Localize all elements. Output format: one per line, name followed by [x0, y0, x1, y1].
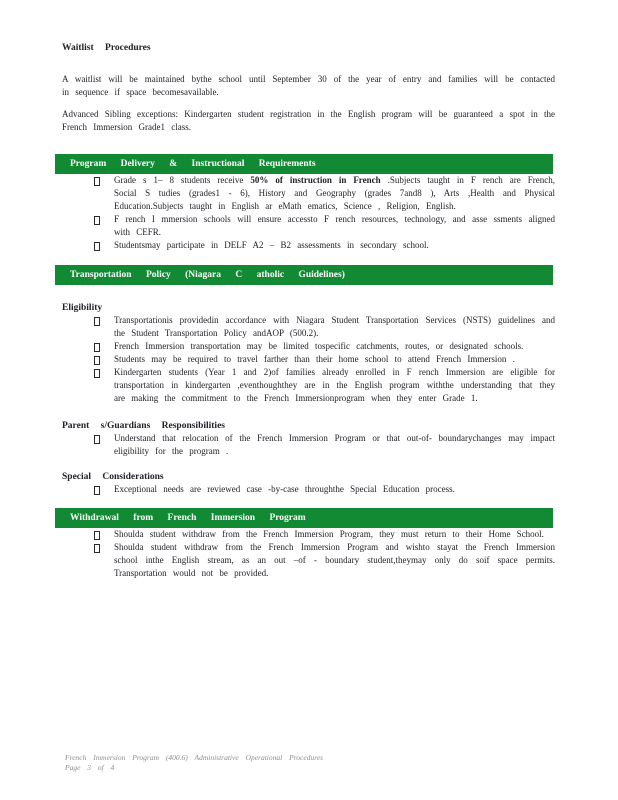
- footer-page-number: Page 3 of 4: [65, 763, 115, 772]
- list-item: [92, 353, 555, 366]
- bullet-square-icon: [94, 177, 100, 186]
- waitlist-paragraph-1: A waitlist will be maintained bythe school until September 30 of the year of entry and families will be contacted in sequence if space becomesavailable.: [62, 74, 555, 97]
- list-item: [92, 213, 555, 239]
- program-delivery-list: [62, 174, 555, 252]
- list-item-text: Understand that relocation of the French Immersion Program or that out-of- boundarychanges may impact eligibility for the program .: [114, 433, 555, 456]
- list-item-text: Kindergarten students (Year 1 and 2)of families already enrolled in F rench Immersion are eligible for transportation in kindergarten ,eventhoughthey are in the English program withthe understanding that they are making the commitment to the French Immersionprogram when they enter Grade 1.: [114, 367, 555, 403]
- heading-waitlist-procedures: Waitlist Procedures: [62, 43, 151, 53]
- bullet-square-icon: [94, 343, 100, 352]
- bullet-square-icon: [94, 216, 100, 225]
- special-considerations-list: [62, 483, 555, 496]
- bullet-square-icon: [94, 531, 100, 540]
- section-bar-program-delivery: Program Delivery & Instructional Requirements: [55, 154, 553, 174]
- bullet-square-icon: [94, 435, 100, 444]
- list-item-text: Shoulda student withdraw from the French Immersion Program, they must return to their Home School.: [114, 529, 544, 539]
- bullet-square-icon: [94, 544, 100, 553]
- list-item-text: Students may be required to travel farther than their home school to attend French Immersion .: [114, 354, 515, 364]
- list-item-bold-text: 50% of instruction in French: [250, 175, 381, 185]
- bullet-square-icon: [94, 242, 100, 251]
- waitlist-paragraph-2: Advanced Sibling exceptions: Kindergarten student registration in the English program will be guaranteed a spot in the French Immersion Grade1 class.: [62, 109, 555, 132]
- list-item-text: .Subjects taught in F rench are French, Social S tudies (grades1 - 6), History and Geography (grades 7and8 ), Arts ,Health and Physical Education.Subjects taught in English ar eMath ematics, Science , Religion, English.: [114, 175, 556, 211]
- parents-responsibilities-list: [62, 432, 555, 458]
- page-footer: [65, 753, 323, 773]
- heading-parents-guardians-responsibilities: Parent s/Guardians Responsibilities: [62, 421, 225, 431]
- list-item-text: Exceptional needs are reviewed case -by-case throughthe Special Education process.: [114, 484, 455, 494]
- bullet-square-icon: [94, 356, 100, 365]
- list-item-text: Studentsmay participate in DELF A2 – B2 assessments in secondary school.: [114, 240, 429, 250]
- heading-special-considerations: Special Considerations: [62, 472, 164, 482]
- footer-document-title: French Immersion Program (400.6) Administrative Operational Procedures: [65, 753, 324, 762]
- list-item-text: Transportationis providedin accordance with Niagara Student Transportation Services (NSTS) guidelines and the Student Transportation Policy andAOP (500.2).: [114, 315, 555, 338]
- list-item: [92, 340, 555, 353]
- list-item: [92, 432, 555, 458]
- section-bar-transportation-policy: Transportation Policy (Niagara C atholic Guidelines): [55, 265, 553, 285]
- list-item: [92, 483, 555, 496]
- list-item-text: Shoulda student withdraw from the French Immersion Program and wishto stayat the French Immersion school inthe English stream, as an out –of - boundary student,theymay only do soif space permits. Transportation would not be provided.: [114, 542, 555, 578]
- eligibility-list: [62, 314, 555, 405]
- list-item: [92, 366, 555, 405]
- list-item: [92, 314, 555, 340]
- list-item: [92, 239, 555, 252]
- withdrawal-list: [62, 528, 555, 580]
- bullet-square-icon: [94, 317, 100, 326]
- list-item-text: Grade s 1– 8 students receive: [114, 175, 251, 185]
- bullet-square-icon: [94, 486, 100, 495]
- list-item-text: F rench I mmersion schools will ensure accessto F rench resources, technology, and asse ssments aligned with CEFR.: [114, 214, 555, 237]
- list-item: [92, 541, 555, 580]
- list-item: [92, 174, 555, 213]
- heading-eligibility: Eligibility: [62, 303, 103, 313]
- bullet-square-icon: [94, 369, 100, 378]
- section-bar-withdrawal: Withdrawal from French Immersion Program: [55, 508, 553, 528]
- list-item: [92, 528, 555, 541]
- list-item-text: French Immersion transportation may be limited tospecific catchments, routes, or designated schools.: [114, 341, 524, 351]
